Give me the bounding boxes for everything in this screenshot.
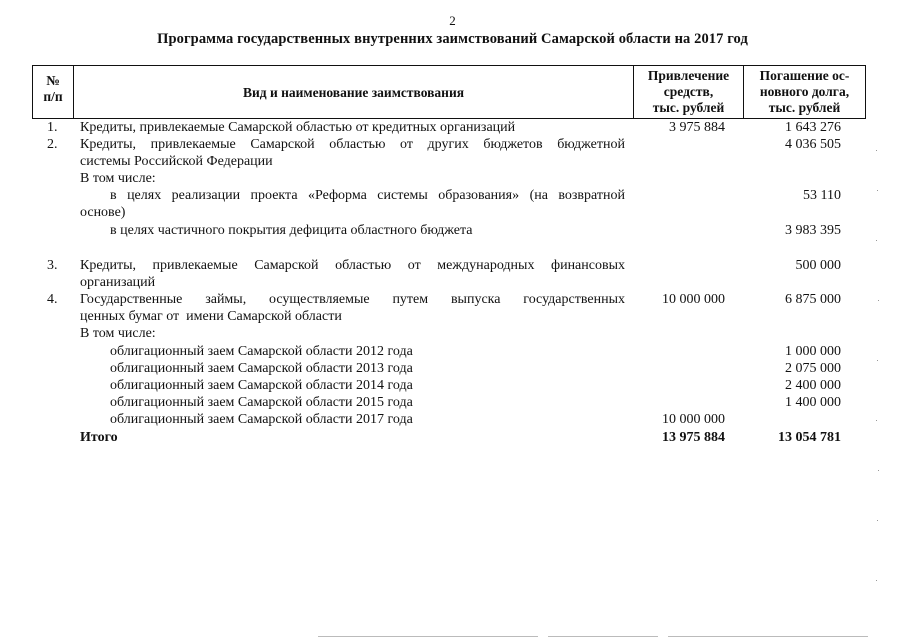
header-num-line1: №: [46, 73, 60, 88]
total-label: Итого: [80, 430, 118, 445]
page-number: 2: [449, 13, 456, 28]
total-attract: 13 975 884: [662, 430, 725, 445]
including-label: В том числе:: [80, 326, 156, 341]
row-name: в целях частичного покрытия дефицита областного бюджета: [110, 223, 473, 238]
row-attract: 10 000 000: [662, 412, 725, 427]
row-number: 1.: [47, 120, 58, 135]
header-attract: [634, 68, 743, 116]
row-number: 2.: [47, 137, 58, 152]
row-name: облигационный заем Самарской области 2017 года: [110, 412, 413, 427]
row-name-line1: в целях реализации проекта «Реформа системы образования» (на возвратной: [110, 188, 625, 203]
header-attract-line1: Привлечение: [647, 68, 730, 83]
row-name: облигационный заем Самарской области 2015 года: [110, 395, 413, 410]
row-name-line2: организаций: [80, 275, 156, 290]
row-repay: 1 400 000: [785, 395, 841, 410]
row-attract: 10 000 000: [662, 292, 725, 307]
row-name: облигационный заем Самарской области 2013 года: [110, 361, 413, 376]
row-repay: 53 110: [803, 188, 841, 203]
header-num-line2: п/п: [43, 89, 63, 104]
row-name-line2: основе): [80, 205, 126, 220]
header-repay-line1: Погашение ос-: [759, 68, 850, 83]
row-number: 3.: [47, 258, 58, 273]
row-name: облигационный заем Самарской области 2012 года: [110, 344, 413, 359]
row-repay: 2 075 000: [785, 361, 841, 376]
total-repay: 13 054 781: [778, 430, 841, 445]
row-name-line1: Государственные займы, осуществляемые путем выпуска государственных: [80, 292, 625, 307]
row-repay: 3 983 395: [785, 223, 841, 238]
row-attract: 3 975 884: [669, 120, 725, 135]
row-repay: 1 643 276: [785, 120, 841, 135]
table-top-rule: [32, 65, 866, 66]
row-repay: 4 036 505: [785, 137, 841, 152]
header-repay: [744, 68, 865, 116]
including-label: В том числе:: [80, 171, 156, 186]
row-number: 4.: [47, 292, 58, 307]
header-name: Вид и наименование заимствования: [242, 85, 465, 100]
row-name: Кредиты, привлекаемые Самарской областью от кредитных организаций: [80, 120, 516, 135]
row-name-line2: ценных бумаг от имени Самарской области: [80, 309, 342, 324]
header-num: [33, 73, 73, 105]
row-name-line1: Кредиты, привлекаемые Самарской областью от международных финансовых: [80, 258, 625, 273]
header-attract-line2: средств,: [663, 84, 714, 99]
header-attract-line3: тыс. рублей: [652, 100, 725, 115]
row-name: облигационный заем Самарской области 2014 года: [110, 378, 413, 393]
document-title: Программа государственных внутренних заимствований Самарской области на 2017 год: [157, 31, 748, 47]
header-repay-line2: новного долга,: [759, 84, 850, 99]
header-repay-line3: тыс. рублей: [768, 100, 841, 115]
row-repay: 1 000 000: [785, 344, 841, 359]
row-repay: 2 400 000: [785, 378, 841, 393]
row-name-line2: системы Российской Федерации: [80, 154, 273, 169]
row-repay: 500 000: [795, 258, 841, 273]
row-name-line1: Кредиты, привлекаемые Самарской областью от других бюджетов бюджетной: [80, 137, 625, 152]
col-divider-right: [865, 65, 866, 119]
row-repay: 6 875 000: [785, 292, 841, 307]
